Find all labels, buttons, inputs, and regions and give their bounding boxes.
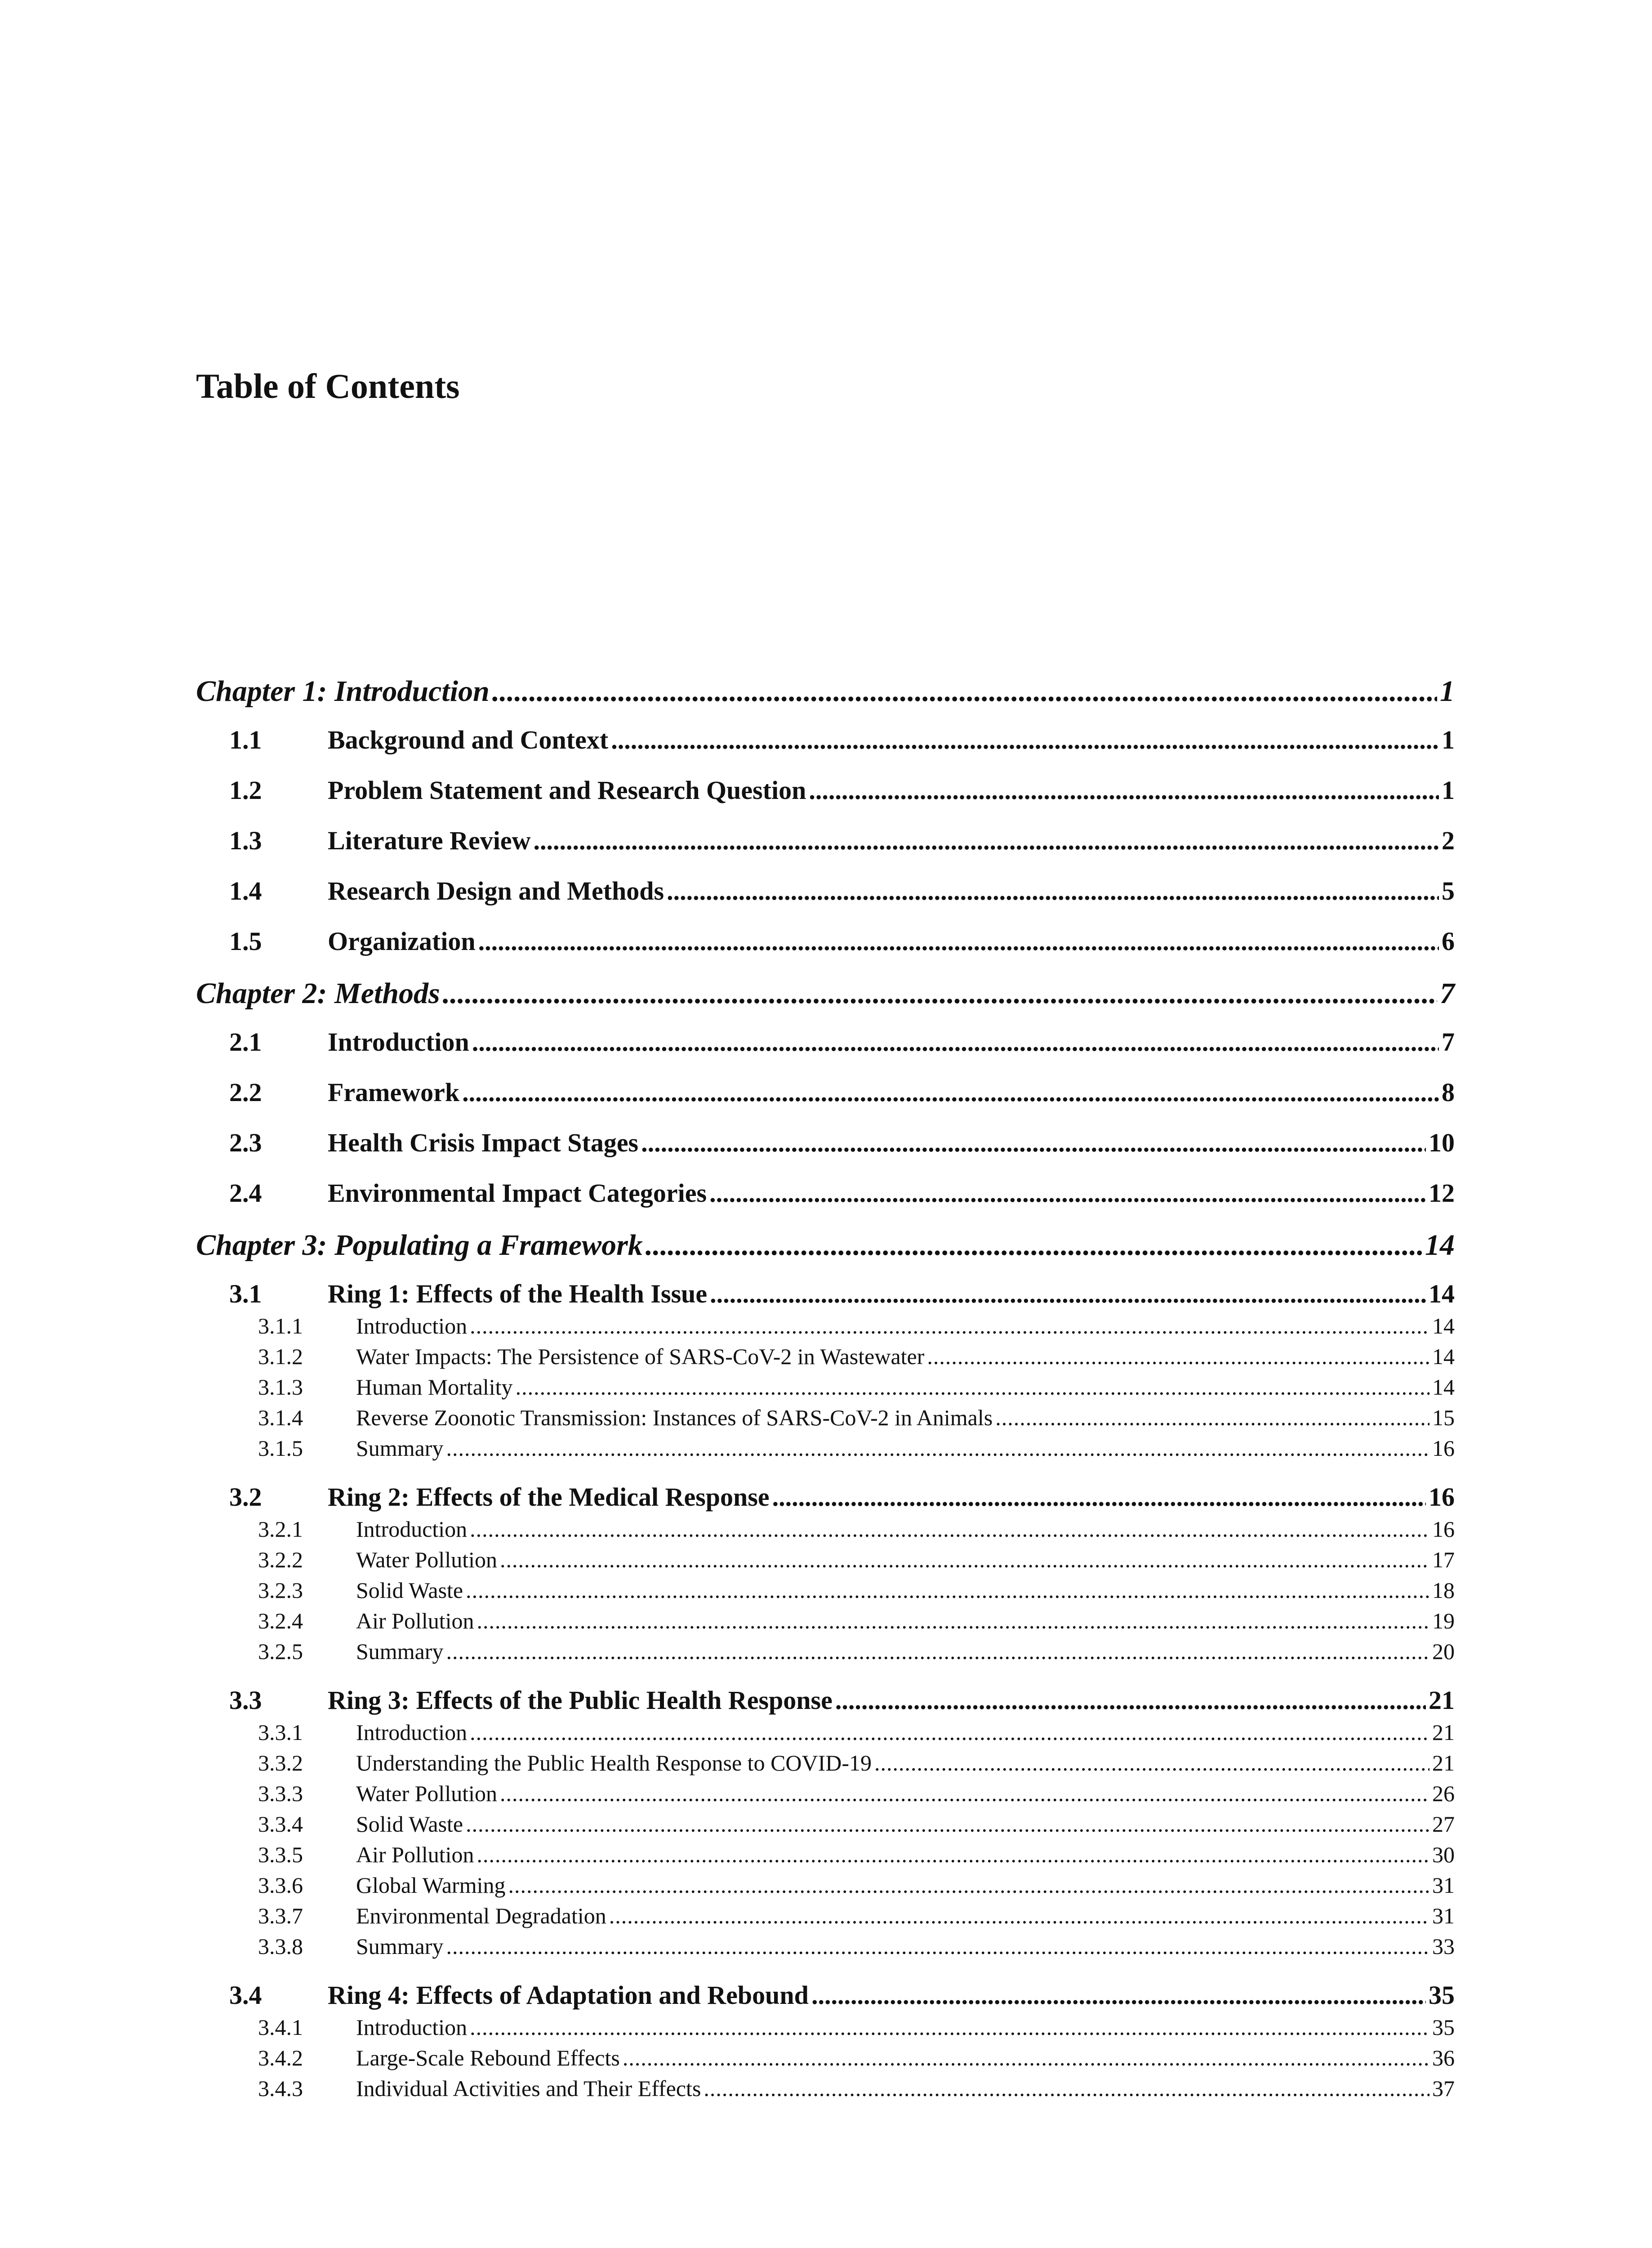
dot-leader xyxy=(462,1077,1439,1107)
toc-entry-title: Ring 4: Effects of Adaptation and Rebound xyxy=(328,1980,809,2010)
toc-entry-subsection[interactable] xyxy=(196,2045,1455,2071)
toc-entry-number: 3.1.4 xyxy=(258,1405,303,1430)
dot-leader xyxy=(508,1872,1430,1898)
toc-entry-page-number: 31 xyxy=(1432,1903,1455,1928)
toc-entry-number: 3.3 xyxy=(229,1686,262,1715)
toc-entry-page-number: 19 xyxy=(1432,1608,1455,1633)
toc-entry-number: 3.2.1 xyxy=(258,1517,303,1542)
dot-leader xyxy=(533,825,1439,856)
toc-entry-page-number: 7 xyxy=(1442,1027,1455,1057)
toc-entry-number: 3.3.8 xyxy=(258,1934,303,1959)
toc-entry-title: Air Pollution xyxy=(356,1608,474,1633)
toc-entry-title: Summary xyxy=(356,1436,444,1461)
toc-entry-subsection[interactable] xyxy=(196,1374,1455,1400)
toc-entry-section[interactable] xyxy=(196,1980,1455,2010)
toc-entry-page-number: 18 xyxy=(1432,1578,1455,1603)
toc-entry-number: 2.2 xyxy=(229,1078,262,1107)
toc-entry-title: Water Pollution xyxy=(356,1547,497,1572)
toc-entry-page-number: 1 xyxy=(1442,725,1455,754)
toc-entry-subsection[interactable] xyxy=(196,1313,1455,1339)
toc-entry-number: 3.3.2 xyxy=(258,1750,303,1775)
dot-leader xyxy=(470,1516,1429,1542)
toc-entry-page-number: 10 xyxy=(1429,1128,1455,1157)
toc-entry-page-number: 1 xyxy=(1442,776,1455,805)
toc-entry-number: 2.1 xyxy=(229,1027,262,1057)
toc-entry-title: Organization xyxy=(328,927,476,956)
dot-leader xyxy=(466,1577,1429,1603)
toc-entry-page-number: 7 xyxy=(1440,977,1455,1010)
toc-entry-number: 1.4 xyxy=(229,876,262,905)
toc-entry-section[interactable] xyxy=(196,1482,1455,1512)
toc-entry-title: Health Crisis Impact Stages xyxy=(328,1128,639,1157)
toc-entry-section[interactable] xyxy=(196,725,1455,755)
toc-entry-number: 3.1.1 xyxy=(258,1313,303,1338)
toc-entry-title: Global Warming xyxy=(356,1873,506,1898)
table-of-contents xyxy=(196,0,1455,2248)
dot-leader xyxy=(516,1374,1429,1400)
dot-leader xyxy=(446,1435,1429,1461)
toc-entry-title: Ring 1: Effects of the Health Issue xyxy=(328,1279,708,1308)
dot-leader xyxy=(623,2045,1429,2071)
dot-leader xyxy=(500,1780,1429,1806)
toc-entry-subsection[interactable] xyxy=(196,1516,1455,1542)
toc-entry-title: Chapter 3: Populating a Framework xyxy=(196,1229,643,1262)
toc-entry-section[interactable] xyxy=(196,1279,1455,1309)
toc-entry-subsection[interactable] xyxy=(196,1638,1455,1664)
toc-entry-title: Introduction xyxy=(356,1313,468,1338)
toc-entry-title: Background and Context xyxy=(328,725,609,754)
toc-entry-number: 3.2.2 xyxy=(258,1547,303,1572)
toc-entry-page-number: 20 xyxy=(1432,1639,1455,1664)
toc-entry-title: Air Pollution xyxy=(356,1842,474,1867)
toc-entry-title: Solid Waste xyxy=(356,1811,463,1837)
toc-entry-number: 3.1 xyxy=(229,1279,262,1308)
toc-entry-number: 1.3 xyxy=(229,826,262,855)
dot-leader xyxy=(811,1980,1426,2010)
toc-entry-page-number: 14 xyxy=(1432,1313,1455,1338)
toc-entry-title: Human Mortality xyxy=(356,1374,513,1400)
toc-entry-subsection[interactable] xyxy=(196,1435,1455,1461)
toc-entry-subsection[interactable] xyxy=(196,1872,1455,1898)
toc-entry-page-number: 31 xyxy=(1432,1873,1455,1898)
toc-entry-number: 3.2 xyxy=(229,1482,262,1512)
toc-entry-number: 3.2.5 xyxy=(258,1639,303,1664)
toc-entry-section[interactable] xyxy=(196,1077,1455,1107)
dot-leader xyxy=(710,1279,1426,1309)
toc-entry-number: 3.4.1 xyxy=(258,2015,303,2040)
toc-entry-title: Ring 3: Effects of the Public Health Response xyxy=(328,1686,833,1715)
toc-entry-page-number: 14 xyxy=(1425,1229,1455,1262)
toc-entry-title: Water Impacts: The Persistence of SARS-CoV-2 in Wastewater xyxy=(356,1344,925,1369)
toc-entry-subsection[interactable] xyxy=(196,1577,1455,1603)
toc-entry-number: 3.1.2 xyxy=(258,1344,303,1369)
toc-entry-subsection[interactable] xyxy=(196,2075,1455,2101)
toc-entry-page-number: 21 xyxy=(1429,1686,1455,1715)
toc-entry-subsection[interactable] xyxy=(196,1719,1455,1745)
toc-entry-page-number: 16 xyxy=(1432,1517,1455,1542)
dot-leader xyxy=(443,977,1437,1011)
dot-leader xyxy=(477,1842,1429,1868)
toc-entry-page-number: 16 xyxy=(1429,1482,1455,1512)
toc-entry-section[interactable] xyxy=(196,926,1455,956)
toc-entry-page-number: 1 xyxy=(1440,675,1455,708)
toc-entry-page-number: 35 xyxy=(1429,1980,1455,2010)
toc-entry-title: Chapter 1: Introduction xyxy=(196,675,490,708)
toc-entry-number: 3.3.6 xyxy=(258,1873,303,1898)
toc-entry-subsection[interactable] xyxy=(196,1842,1455,1868)
toc-entry-section[interactable] xyxy=(196,775,1455,805)
dot-leader xyxy=(995,1405,1429,1431)
toc-entry-page-number: 16 xyxy=(1432,1436,1455,1461)
dot-leader xyxy=(667,876,1439,906)
toc-entry-title: Chapter 2: Methods xyxy=(196,977,440,1010)
toc-entry-page-number: 6 xyxy=(1442,927,1455,956)
toc-entry-page-number: 14 xyxy=(1432,1344,1455,1369)
toc-entry-number: 2.4 xyxy=(229,1178,262,1208)
toc-entry-title: Summary xyxy=(356,1639,444,1664)
dot-leader xyxy=(470,2014,1429,2040)
toc-entry-title: Environmental Degradation xyxy=(356,1903,606,1928)
toc-entry-section[interactable] xyxy=(196,1128,1455,1158)
toc-entry-page-number: 30 xyxy=(1432,1842,1455,1867)
toc-entry-title: Reverse Zoonotic Transmission: Instances of SARS-CoV-2 in Animals xyxy=(356,1405,993,1430)
toc-entry-chapter[interactable] xyxy=(196,1228,1455,1262)
toc-entry-title: Ring 2: Effects of the Medical Response xyxy=(328,1482,770,1512)
toc-entry-page-number: 17 xyxy=(1432,1547,1455,1572)
toc-entry-subsection[interactable] xyxy=(196,1547,1455,1573)
toc-entry-page-number: 33 xyxy=(1432,1934,1455,1959)
dot-leader xyxy=(835,1685,1426,1715)
toc-entry-subsection[interactable] xyxy=(196,1343,1455,1369)
toc-entry-number: 1.2 xyxy=(229,776,262,805)
toc-entry-subsection[interactable] xyxy=(196,1811,1455,1837)
toc-entry-number: 3.1.5 xyxy=(258,1436,303,1461)
dot-leader xyxy=(500,1547,1429,1573)
toc-entry-page-number: 8 xyxy=(1442,1078,1455,1107)
dot-leader xyxy=(927,1343,1429,1369)
toc-entry-title: Problem Statement and Research Question xyxy=(328,776,806,805)
toc-entry-chapter[interactable] xyxy=(196,977,1455,1011)
toc-entry-number: 3.2.4 xyxy=(258,1608,303,1633)
dot-leader xyxy=(470,1719,1429,1745)
toc-entry-subsection[interactable] xyxy=(196,1933,1455,1959)
toc-entry-number: 1.1 xyxy=(229,725,262,754)
toc-entry-page-number: 35 xyxy=(1432,2015,1455,2040)
toc-entry-section[interactable] xyxy=(196,1685,1455,1715)
dot-leader xyxy=(772,1482,1426,1512)
toc-entry-title: Literature Review xyxy=(328,826,531,855)
toc-entry-number: 3.3.1 xyxy=(258,1720,303,1745)
toc-entry-page-number: 15 xyxy=(1432,1405,1455,1430)
toc-entry-subsection[interactable] xyxy=(196,1608,1455,1634)
toc-entry-number: 3.4 xyxy=(229,1980,262,2010)
dot-leader xyxy=(477,1608,1429,1634)
toc-entry-number: 3.4.3 xyxy=(258,2076,303,2101)
toc-entry-title: Environmental Impact Categories xyxy=(328,1178,707,1208)
dot-leader xyxy=(609,1903,1429,1929)
toc-entry-subsection[interactable] xyxy=(196,1903,1455,1929)
toc-entry-title: Introduction xyxy=(328,1027,469,1057)
toc-entry-title: Introduction xyxy=(356,1720,468,1745)
dot-leader xyxy=(611,725,1439,755)
toc-entry-title: Individual Activities and Their Effects xyxy=(356,2076,701,2101)
toc-entry-number: 3.4.2 xyxy=(258,2045,303,2070)
toc-entry-subsection[interactable] xyxy=(196,1780,1455,1806)
toc-entry-section[interactable] xyxy=(196,825,1455,856)
toc-entry-number: 2.3 xyxy=(229,1128,262,1157)
toc-entry-page-number: 37 xyxy=(1432,2076,1455,2101)
toc-entry-title: Introduction xyxy=(356,2015,468,2040)
dot-leader xyxy=(446,1933,1429,1959)
toc-entry-subsection[interactable] xyxy=(196,1750,1455,1776)
toc-entry-page-number: 14 xyxy=(1432,1374,1455,1400)
toc-entry-page-number: 12 xyxy=(1429,1178,1455,1208)
toc-entry-page-number: 21 xyxy=(1432,1720,1455,1745)
toc-entry-number: 3.3.5 xyxy=(258,1842,303,1867)
toc-entry-title: Large-Scale Rebound Effects xyxy=(356,2045,620,2070)
toc-entry-number: 1.5 xyxy=(229,927,262,956)
toc-entry-page-number: 27 xyxy=(1432,1811,1455,1837)
toc-entry-page-number: 14 xyxy=(1429,1279,1455,1308)
toc-entry-number: 3.2.3 xyxy=(258,1578,303,1603)
page-title: Table of Contents xyxy=(196,366,460,406)
toc-entry-page-number: 21 xyxy=(1432,1750,1455,1775)
toc-entry-title: Water Pollution xyxy=(356,1781,497,1806)
toc-entry-title: Understanding the Public Health Response to COVID-19 xyxy=(356,1750,872,1775)
dot-leader xyxy=(641,1128,1426,1158)
toc-entry-subsection[interactable] xyxy=(196,2014,1455,2040)
toc-entry-section[interactable] xyxy=(196,876,1455,906)
dot-leader xyxy=(492,674,1437,709)
toc-entry-title: Summary xyxy=(356,1934,444,1959)
dot-leader xyxy=(472,1027,1439,1057)
toc-entry-title: Research Design and Methods xyxy=(328,876,664,905)
toc-entry-subsection[interactable] xyxy=(196,1405,1455,1431)
dot-leader xyxy=(874,1750,1429,1776)
toc-entry-page-number: 2 xyxy=(1442,826,1455,855)
toc-entry-section[interactable] xyxy=(196,1027,1455,1057)
toc-entry-page-number: 5 xyxy=(1442,876,1455,905)
toc-entry-page-number: 26 xyxy=(1432,1781,1455,1806)
toc-entry-title: Framework xyxy=(328,1078,460,1107)
toc-entry-number: 3.1.3 xyxy=(258,1374,303,1400)
toc-entry-title: Solid Waste xyxy=(356,1578,463,1603)
dot-leader xyxy=(466,1811,1429,1837)
dot-leader xyxy=(704,2075,1429,2101)
dot-leader xyxy=(809,775,1439,805)
toc-entry-number: 3.3.7 xyxy=(258,1903,303,1928)
dot-leader xyxy=(646,1228,1422,1262)
toc-entry-number: 3.3.4 xyxy=(258,1811,303,1837)
dot-leader xyxy=(478,926,1439,956)
toc-entry-number: 3.3.3 xyxy=(258,1781,303,1806)
dot-leader xyxy=(446,1638,1429,1664)
dot-leader xyxy=(470,1313,1429,1339)
toc-entry-page-number: 36 xyxy=(1432,2045,1455,2070)
toc-entry-title: Introduction xyxy=(356,1517,468,1542)
dot-leader xyxy=(709,1178,1426,1208)
toc-entry-section[interactable] xyxy=(196,1178,1455,1208)
toc-entry-chapter[interactable] xyxy=(196,674,1455,709)
